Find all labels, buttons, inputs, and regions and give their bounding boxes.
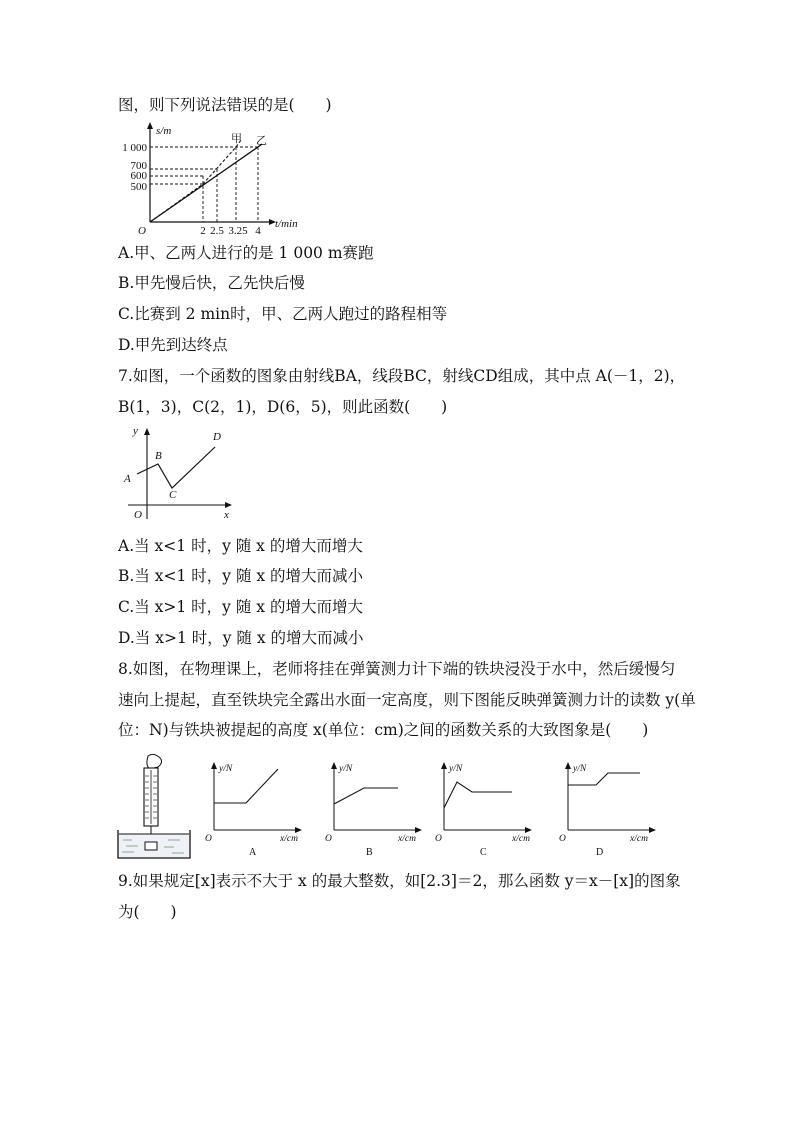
q7-y-label: y: [133, 425, 138, 437]
q7-point-b: B: [155, 450, 162, 462]
q6-y-label: s/m: [156, 125, 172, 137]
q8-graph-d-curve: [568, 773, 640, 785]
q8-graph-a-origin: O: [205, 834, 212, 844]
q7-point-d: D: [213, 431, 221, 443]
q8-graph-a-ylabel: y/N: [219, 764, 233, 774]
q8-graph-c-curve: [444, 782, 512, 808]
q8-graph-d-xlabel: x/cm: [630, 834, 648, 844]
iron-block: [145, 842, 157, 850]
q6-label-jia: 甲: [231, 133, 242, 145]
q6-x-label: t/min: [275, 218, 298, 230]
q8-graph-d: [556, 760, 664, 860]
q6-line-yi: [150, 147, 258, 222]
q8-stem-line3: 位：N)与铁块被提起的高度 x(单位：cm)之间的函数关系的大致图象是( ): [118, 721, 649, 739]
q8-graph-d-caption: D: [596, 847, 604, 858]
q7-y-arrow: [144, 428, 150, 435]
q6-xtick-4: 4: [255, 225, 261, 237]
q6-ytick-600: 600: [130, 170, 147, 182]
q7-point-a: A: [124, 473, 131, 485]
q8-graph-b-origin: O: [325, 834, 332, 844]
q7-figure: [120, 424, 240, 524]
q8-graph-b-xlabel: x/cm: [398, 834, 416, 844]
q8-graph-c-caption: C: [480, 847, 487, 858]
q7-function-graph: [137, 447, 215, 488]
q8-graph-d-ylabel: y/N: [573, 764, 587, 774]
q6-y-arrow: [147, 122, 153, 129]
q6-line-jia: [150, 140, 241, 222]
q7-stem-line1: 7.如图，一个函数的图象由射线BA，线段BC，射线CD组成，其中点 A(－1，2)，: [118, 367, 686, 385]
q6-stem: 图，则下列说法错误的是( ): [118, 96, 332, 114]
q7-option-c: C.当 x>1 时，y 随 x 的增大而增大: [118, 598, 363, 616]
q9-stem-line2: 为( ): [118, 903, 177, 921]
q7-point-c: C: [169, 489, 177, 501]
q7-origin: O: [134, 509, 142, 521]
q8-graph-a-xlabel: x/cm: [280, 834, 298, 844]
q8-graph-a-curve: [214, 769, 278, 803]
q7-x-label: x: [224, 509, 229, 521]
q7-option-d: D.当 x>1 时，y 随 x 的增大而减小: [118, 629, 364, 647]
q6-origin: O: [138, 225, 146, 237]
q6-option-b: B.甲先慢后快，乙先快后慢: [118, 274, 305, 292]
q8-graph-d-origin: O: [559, 834, 566, 844]
q6-xtick-325: 3.25: [228, 225, 248, 237]
q7-option-a: A.当 x<1 时，y 随 x 的增大而增大: [118, 537, 363, 555]
q8-graph-a: [202, 760, 310, 860]
q7-stem-line2: B(1，3)，C(2，1)，D(6，5)，则此函数( ): [118, 398, 448, 416]
q6-option-c: C.比赛到 2 min时，甲、乙两人跑过的路程相等: [118, 305, 448, 323]
q8-stem-line2: 速向上提起，直至铁块完全露出水面一定高度，则下图能反映弹簧测力计的读数 y(单: [118, 691, 696, 709]
q6-xtick-25: 2.5: [210, 225, 224, 237]
q7-option-b: B.当 x<1 时，y 随 x 的增大而减小: [118, 567, 364, 585]
q8-graph-c: [432, 760, 540, 860]
q6-label-yi: 乙: [256, 135, 267, 147]
q8-graph-b: [322, 760, 430, 860]
q8-graph-b-curve: [334, 788, 398, 804]
q7-x-arrow: [225, 502, 232, 508]
q6-option-a: A.甲、乙两人进行的是 1 000 m赛跑: [118, 244, 374, 262]
q6-ytick-500: 500: [130, 181, 147, 193]
q6-option-d: D.甲先到达终点: [118, 336, 228, 354]
q8-graph-c-xlabel: x/cm: [512, 834, 530, 844]
q8-graph-b-ylabel: y/N: [339, 764, 353, 774]
q6-ytick-700: 700: [130, 160, 147, 172]
q6-xtick-2: 2: [200, 225, 206, 237]
q8-graph-c-ylabel: y/N: [449, 764, 463, 774]
q8-stem-line1: 8.如图，在物理课上，老师将挂在弹簧测力计下端的铁块浸没于水中，然后缓慢匀: [118, 660, 676, 678]
q6-ytick-1000: 1 000: [122, 142, 147, 154]
q9-stem-line1: 9.如果规定[x]表示不大于 x 的最大整数，如[2.3]＝2，那么函数 y＝x－[x]的图象: [118, 872, 681, 890]
spring-scale-apparatus: [114, 754, 196, 862]
q8-graph-c-origin: O: [435, 834, 442, 844]
q8-graph-b-caption: B: [366, 847, 373, 858]
q8-graph-a-caption: A: [249, 847, 257, 858]
q6-figure: [110, 122, 320, 237]
hand-icon: [147, 754, 162, 769]
